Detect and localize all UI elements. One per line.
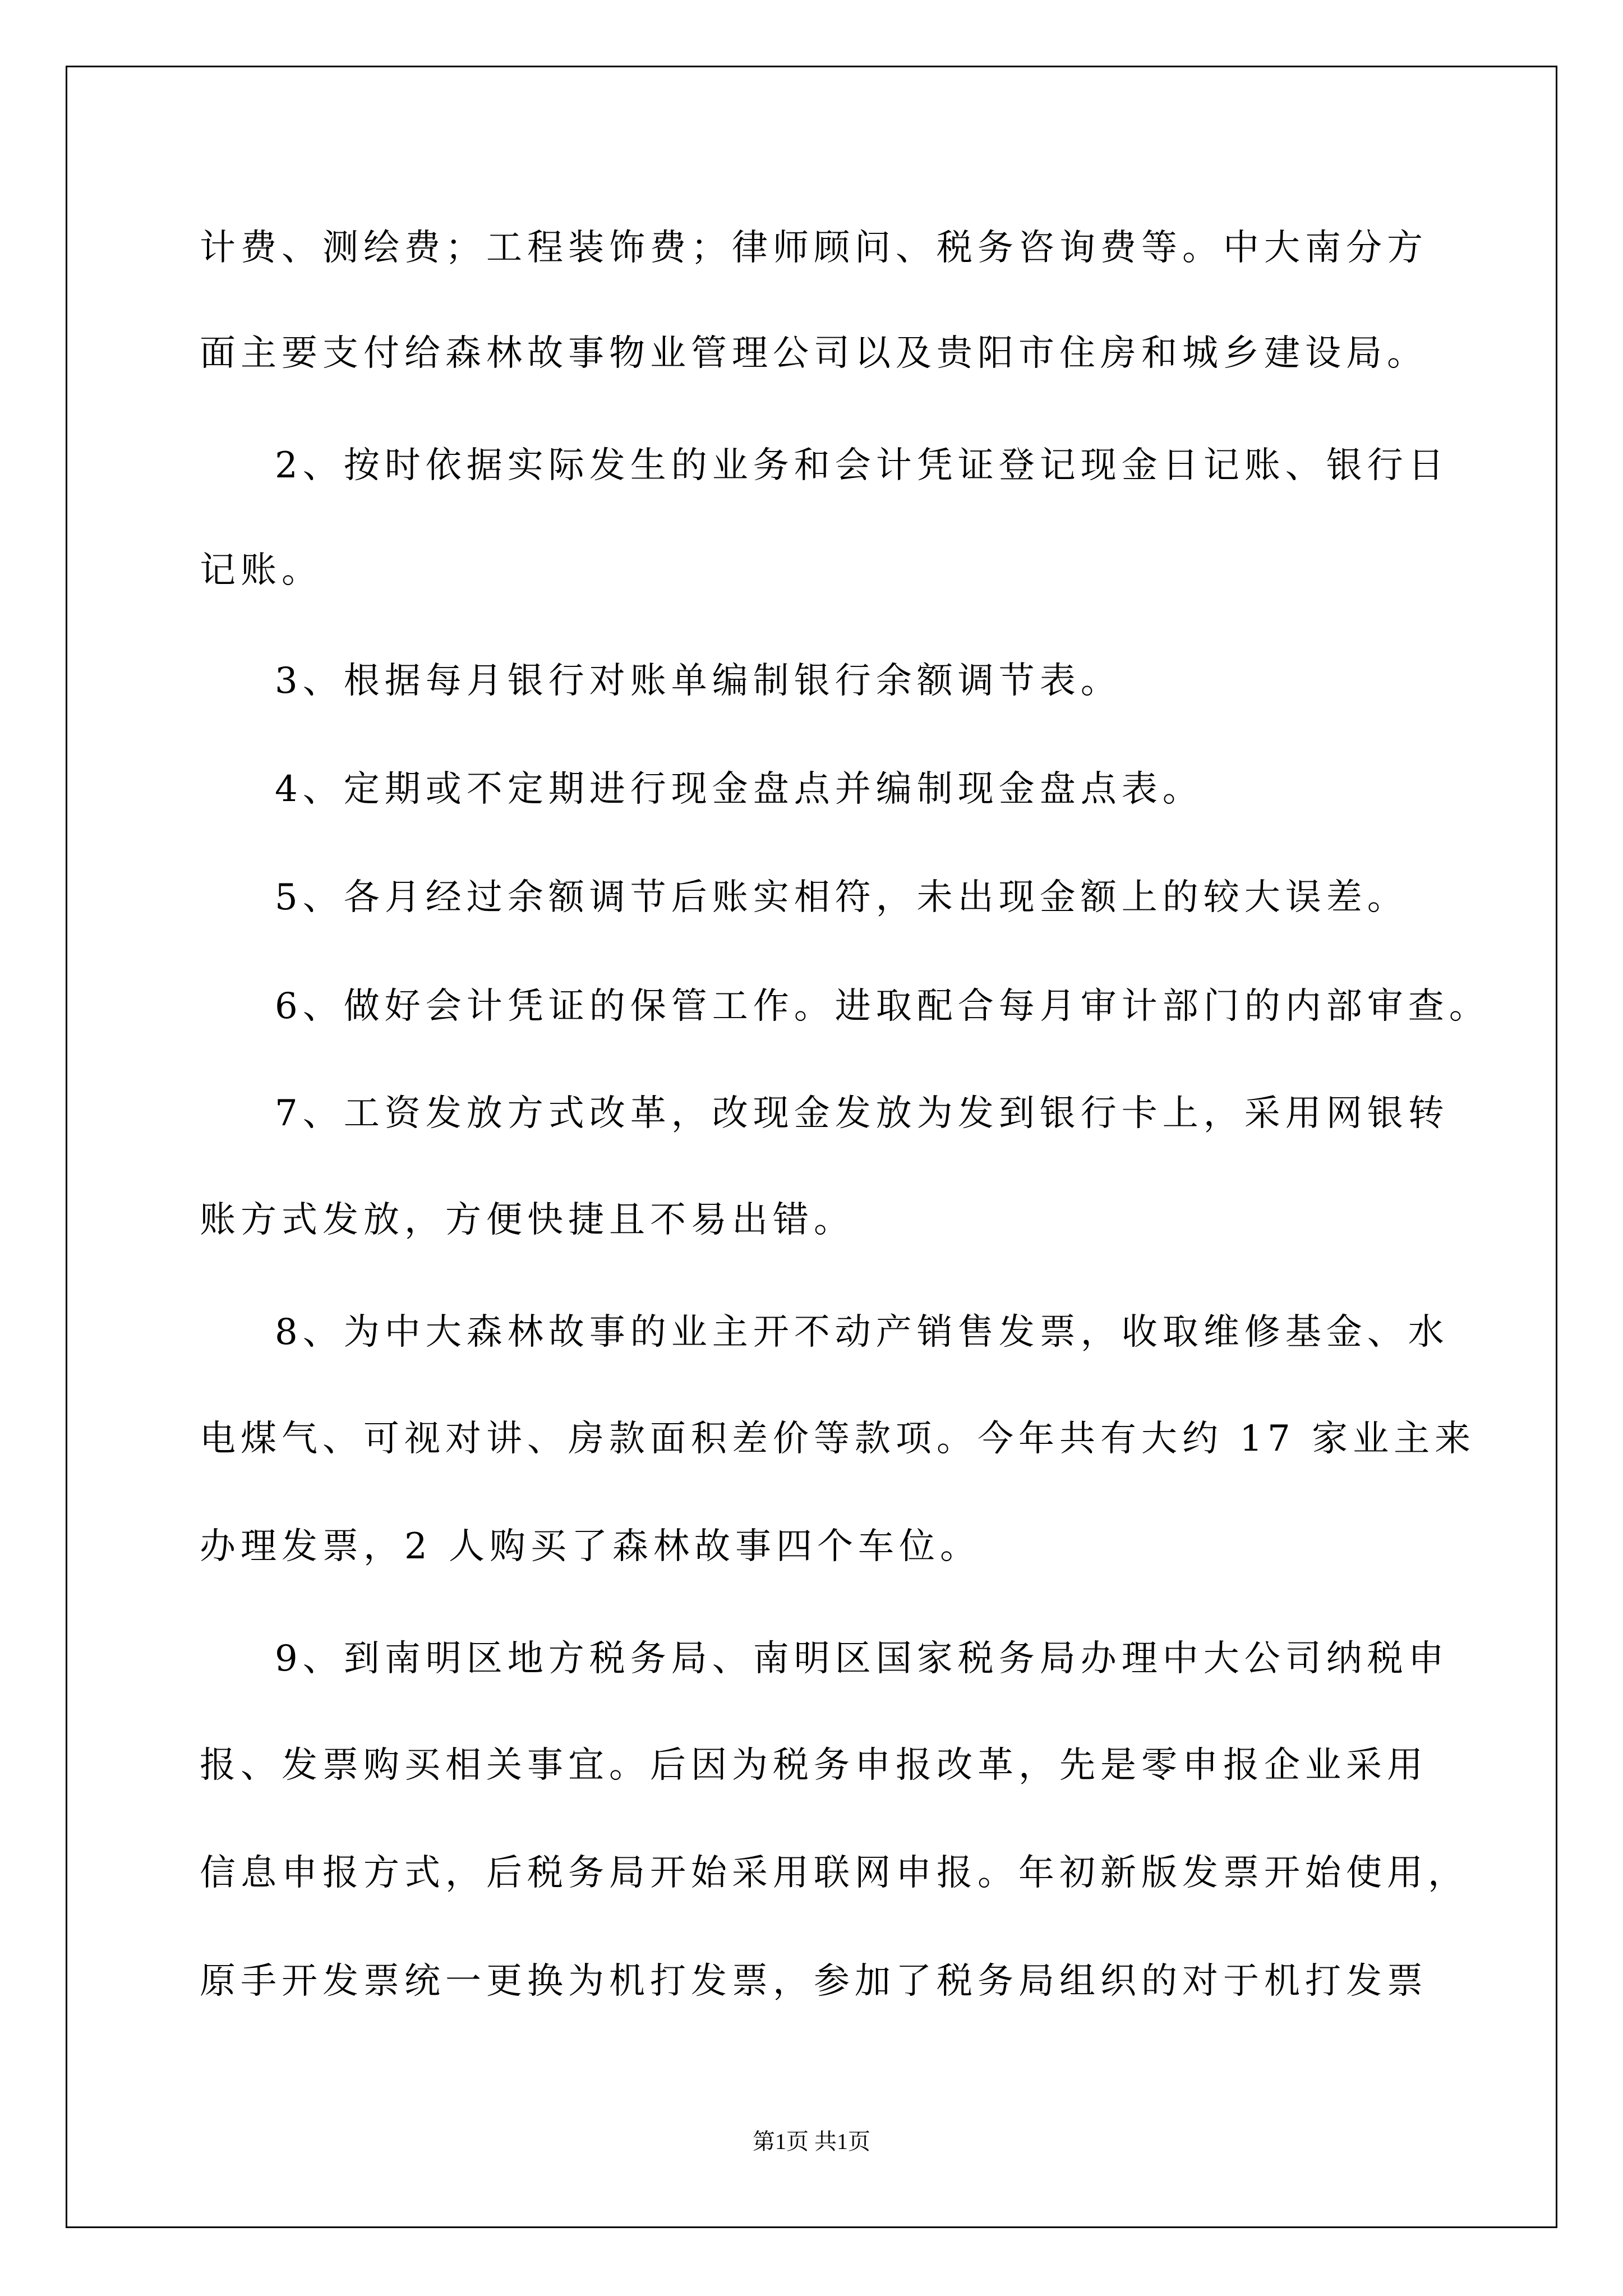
page-number: 第1页 共1页 (753, 2129, 870, 2154)
text-line: 9、到南明区地方税务局、南明区国家税务局办理中大公司纳税申 (275, 1638, 1449, 1680)
text-line: 2、按时依据实际发生的业务和会计凭证登记现金日记账、银行日 (275, 445, 1449, 486)
text-line: 6、做好会计凭证的保管工作。进取配合每月审计部门的内部审查。 (275, 986, 1490, 1027)
text-line: 面主要支付给森林故事物业管理公司以及贵阳市住房和城乡建设局。 (200, 333, 1428, 374)
text-line: 4、定期或不定期进行现金盘点并编制现金盘点表。 (275, 769, 1204, 810)
text-line: 电煤气、可视对讲、房款面积差价等款项。今年共有大约 17 家业主来 (200, 1418, 1476, 1460)
text-line: 原手开发票统一更换为机打发票，参加了税务局组织的对于机打发票 (200, 1961, 1428, 2002)
page-border (66, 66, 1557, 2228)
text-line: 办理发票，2 人购买了森林故事四个车位。 (200, 1526, 981, 1567)
text-line: 3、根据每月银行对账单编制银行余额调节表。 (275, 660, 1122, 702)
text-line: 信息申报方式，后税务局开始采用联网申报。年初新版发票开始使用， (200, 1852, 1469, 1894)
text-line: 账方式发放，方便快捷且不易出错。 (200, 1199, 855, 1241)
text-line: 计费、测绘费；工程装饰费；律师顾问、税务咨询费等。中大南分方 (200, 227, 1428, 269)
text-line: 5、各月经过余额调节后账实相符，未出现金额上的较大误差。 (275, 877, 1408, 918)
text-line: 记账。 (200, 550, 322, 591)
text-line: 8、为中大森林故事的业主开不动产销售发票，收取维修基金、水 (275, 1312, 1449, 1353)
text-line: 报、发票购买相关事宜。后因为税务申报改革，先是零申报企业采用 (200, 1745, 1428, 1786)
text-line: 7、工资发放方式改革，改现金发放为发到银行卡上，采用网银转 (275, 1093, 1449, 1134)
